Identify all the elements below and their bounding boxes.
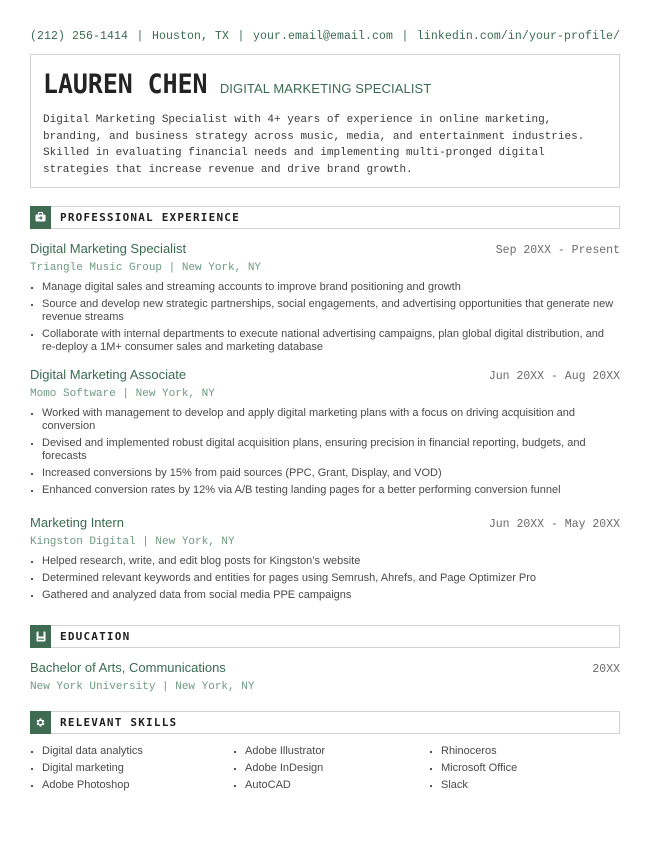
dates: Jun 20XX - Aug 20XX: [488, 370, 620, 383]
skills-column: [429, 745, 517, 796]
skill-item: Adobe Illustrator: [233, 745, 429, 758]
bullet-list: [30, 281, 620, 354]
degree: Bachelor of Arts, Communications: [30, 660, 226, 675]
header-box: [30, 54, 620, 188]
skill-item: Microsoft Office: [429, 762, 517, 775]
location: Houston, TX: [151, 30, 229, 43]
section-title: PROFESSIONAL EXPERIENCE: [60, 211, 240, 224]
school: New York University | New York, NY: [30, 681, 255, 693]
graduation-year: 20XX: [592, 663, 620, 676]
skill-item: Rhinoceros: [429, 745, 517, 758]
bullet-item: Worked with management to develop and apply digital marketing plans with a focus on driving acquisition and conversion: [30, 407, 620, 433]
experience-entry: [30, 241, 620, 358]
bullet-item: Enhanced conversion rates by 12% via A/B testing landing pages for a better performing conversion funnel: [30, 484, 620, 497]
section-title: RELEVANT SKILLS: [60, 716, 178, 729]
separator: |: [136, 30, 144, 43]
section-title: EDUCATION: [60, 630, 131, 643]
section-header-skills: [30, 711, 620, 734]
skill-item: Digital marketing: [30, 762, 233, 775]
linkedin-link[interactable]: linkedin.com/in/your-profile/: [416, 30, 620, 43]
separator: |: [401, 30, 409, 43]
bullet-item: Collaborate with internal departments to execute national advertising campaigns, plan global digital distribution, and re-deploy a 1M+ consumer sales and marketing database: [30, 328, 620, 354]
role-title: Marketing Intern: [30, 515, 124, 530]
organization: Triangle Music Group | New York, NY: [30, 262, 262, 274]
bullet-item: Manage digital sales and streaming accounts to improve brand positioning and growth: [30, 281, 620, 294]
bullet-list: [30, 407, 620, 497]
bullet-list: [30, 555, 620, 602]
dates: Sep 20XX - Present: [495, 244, 620, 257]
name-row: [43, 69, 607, 100]
organization: Kingston Digital | New York, NY: [30, 536, 235, 548]
skill-item: Digital data analytics: [30, 745, 233, 758]
bullet-item: Increased conversions by 15% from paid sources (PPC, Grant, Display, and VOD): [30, 467, 620, 480]
bullet-item: Devised and implemented robust digital acquisition plans, ensuring precision in financial reporting, budgets, and forecasts: [30, 437, 620, 463]
education-entry: [30, 660, 620, 693]
experience-entry: [30, 515, 620, 606]
summary: Digital Marketing Specialist with 4+ years of experience in online marketing, branding, and business strategy across music, media, and entertainment industries. Skilled in evaluating financial needs and implementing multi-pronged digital strategies that increase revenue and drive brand growth.: [43, 114, 585, 176]
skills-column: [30, 745, 233, 796]
skill-item: Slack: [429, 779, 517, 792]
job-title: DIGITAL MARKETING SPECIALIST: [219, 81, 432, 96]
skill-item: AutoCAD: [233, 779, 429, 792]
skill-item: Adobe Photoshop: [30, 779, 233, 792]
gear-icon: [30, 711, 51, 734]
candidate-name: LAUREN CHEN: [43, 69, 208, 100]
bullet-item: Helped research, write, and edit blog posts for Kingston’s website: [30, 555, 620, 568]
bullet-item: Source and develop new strategic partnerships, social engagements, and advertising opportunities that generate new revenue streams: [30, 298, 620, 324]
briefcase-icon: [30, 206, 51, 229]
section-header-experience: [30, 206, 620, 229]
contact-bar: [30, 30, 620, 43]
section-header-education: [30, 625, 620, 648]
separator: |: [237, 30, 245, 43]
skill-item: Adobe InDesign: [233, 762, 429, 775]
skills-grid: [30, 745, 620, 796]
dates: Jun 20XX - May 20XX: [488, 518, 620, 531]
phone: (212) 256-1414: [30, 30, 129, 43]
organization: Momo Software | New York, NY: [30, 388, 215, 400]
book-icon: [30, 625, 51, 648]
skills-column: [233, 745, 429, 796]
experience-entry: [30, 367, 620, 501]
role-title: Digital Marketing Associate: [30, 367, 187, 382]
email-link[interactable]: your.email@email.com: [252, 30, 393, 43]
bullet-item: Gathered and analyzed data from social media PPE campaigns: [30, 589, 620, 602]
role-title: Digital Marketing Specialist: [30, 241, 187, 256]
bullet-item: Determined relevant keywords and entities for pages using Semrush, Ahrefs, and Page Optimizer Pro: [30, 572, 620, 585]
